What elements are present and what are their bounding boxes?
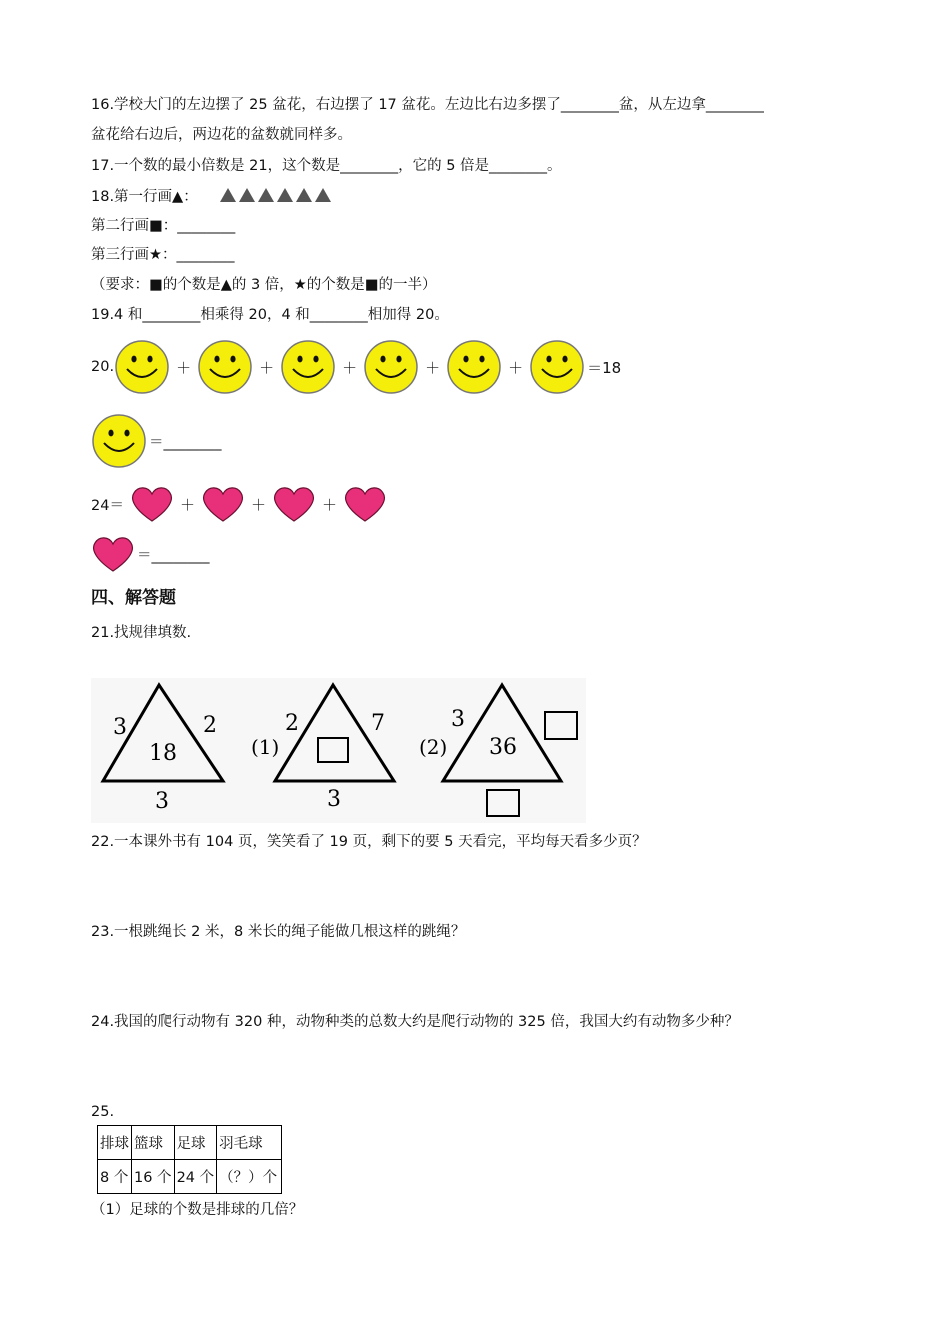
q20-result: ＝18 bbox=[587, 358, 622, 377]
fig2-left: 2 bbox=[285, 711, 299, 736]
plus-sign: ＋ bbox=[425, 358, 441, 377]
plus-sign: ＋ bbox=[321, 495, 337, 514]
q22-text: 22.一本课外书有 104 页，笑笑看了 19 页，剩下的要 5 天看完，平均每天看多少页？ bbox=[91, 834, 647, 850]
triangle-icon bbox=[277, 188, 293, 202]
q20-heart-answer bbox=[91, 534, 210, 574]
q20-heart-equation bbox=[91, 484, 387, 524]
q23-text: 23.一根跳绳长 2 米，8 米长的绳子能做几根这样的跳绳？ bbox=[91, 924, 466, 940]
table-cell: （？）个 bbox=[217, 1160, 282, 1194]
table-cell: 24 个 bbox=[174, 1160, 217, 1194]
q20-smiley-equation bbox=[91, 338, 621, 396]
table-header: 排球 bbox=[98, 1126, 132, 1160]
section-title: 四、解答题 bbox=[91, 588, 176, 608]
fig1-right: 2 bbox=[203, 713, 217, 738]
ball-count-table bbox=[97, 1125, 282, 1194]
plus-sign: ＋ bbox=[508, 358, 524, 377]
plus-sign: ＋ bbox=[179, 495, 195, 514]
q19-text: 19.4 和________相乘得 20，4 和________相加得 20。 bbox=[91, 307, 449, 323]
table-header: 足球 bbox=[174, 1126, 217, 1160]
q20-smiley-answer bbox=[91, 412, 222, 470]
table-header: 羽毛球 bbox=[217, 1126, 282, 1160]
plus-sign: ＋ bbox=[176, 358, 192, 377]
heart-icon bbox=[130, 485, 174, 523]
q24-text: 24.我国的爬行动物有 320 种，动物种类的总数大约是爬行动物的 325 倍，我国大约有动物多少种？ bbox=[91, 1014, 739, 1030]
q20-prefix: 20. bbox=[91, 359, 115, 375]
smiley-icon bbox=[446, 339, 502, 395]
q20-answer: ＝________ bbox=[149, 434, 222, 451]
triangle-row bbox=[220, 188, 334, 202]
plus-sign: ＋ bbox=[342, 358, 358, 377]
q25-label: 25. bbox=[91, 1104, 115, 1120]
smiley-icon bbox=[363, 339, 419, 395]
table-row bbox=[98, 1160, 282, 1194]
table-cell: 16 个 bbox=[132, 1160, 175, 1194]
q16-line2: 盆花给右边后，两边花的盆数就同样多。 bbox=[91, 127, 352, 143]
heart-icon bbox=[272, 485, 316, 523]
triangle-icon bbox=[315, 188, 331, 202]
fig3-left: 3 bbox=[451, 707, 465, 732]
q18-note: （要求：■的个数是▲的 3 倍，★的个数是■的一半） bbox=[91, 277, 437, 293]
fig1-left: 3 bbox=[113, 715, 127, 740]
fig3-label: (2) bbox=[419, 735, 448, 759]
fig1-bottom: 3 bbox=[155, 789, 169, 814]
q18-row2: 第二行画■：________ bbox=[91, 218, 236, 234]
smiley-icon bbox=[114, 339, 170, 395]
q16-line1: 16.学校大门的左边摆了 25 盆花，右边摆了 17 盆花。左边比右边多摆了________盆，从左边拿________ bbox=[91, 97, 764, 113]
q21-text: 21.找规律填数. bbox=[91, 625, 192, 641]
heart-prefix: 24＝ bbox=[91, 497, 124, 514]
table-row bbox=[98, 1126, 282, 1160]
heart-icon bbox=[343, 485, 387, 523]
fig2-right: 7 bbox=[371, 711, 385, 736]
table-cell: 8 个 bbox=[98, 1160, 132, 1194]
triangle-icon bbox=[296, 188, 312, 202]
fig3-center: 36 bbox=[489, 735, 517, 760]
plus-sign: ＋ bbox=[259, 358, 275, 377]
heart-icon bbox=[91, 535, 135, 573]
heart-answer: ＝________ bbox=[137, 547, 210, 564]
q17-text: 17.一个数的最小倍数是 21，这个数是________，它的 5 倍是________。 bbox=[91, 158, 562, 174]
triangle-icon bbox=[258, 188, 274, 202]
table-header: 篮球 bbox=[132, 1126, 175, 1160]
plus-sign: ＋ bbox=[250, 495, 266, 514]
smiley-icon bbox=[197, 339, 253, 395]
q18-row1-label: 18.第一行画▲： bbox=[91, 188, 198, 205]
q18-row3: 第三行画★：________ bbox=[91, 247, 235, 263]
fig2-bottom: 3 bbox=[327, 787, 341, 812]
fig2-label: (1) bbox=[251, 735, 280, 759]
smiley-icon bbox=[529, 339, 585, 395]
q25-sub1: （1）足球的个数是排球的几倍？ bbox=[91, 1202, 304, 1218]
smiley-icon bbox=[280, 339, 336, 395]
triangle-icon bbox=[239, 188, 255, 202]
smiley-icon bbox=[91, 413, 147, 469]
heart-icon bbox=[201, 485, 245, 523]
fig1-center: 18 bbox=[149, 741, 177, 766]
triangle-icon bbox=[220, 188, 236, 202]
pattern-triangles-figure bbox=[91, 678, 586, 823]
q18-row1 bbox=[91, 184, 334, 206]
